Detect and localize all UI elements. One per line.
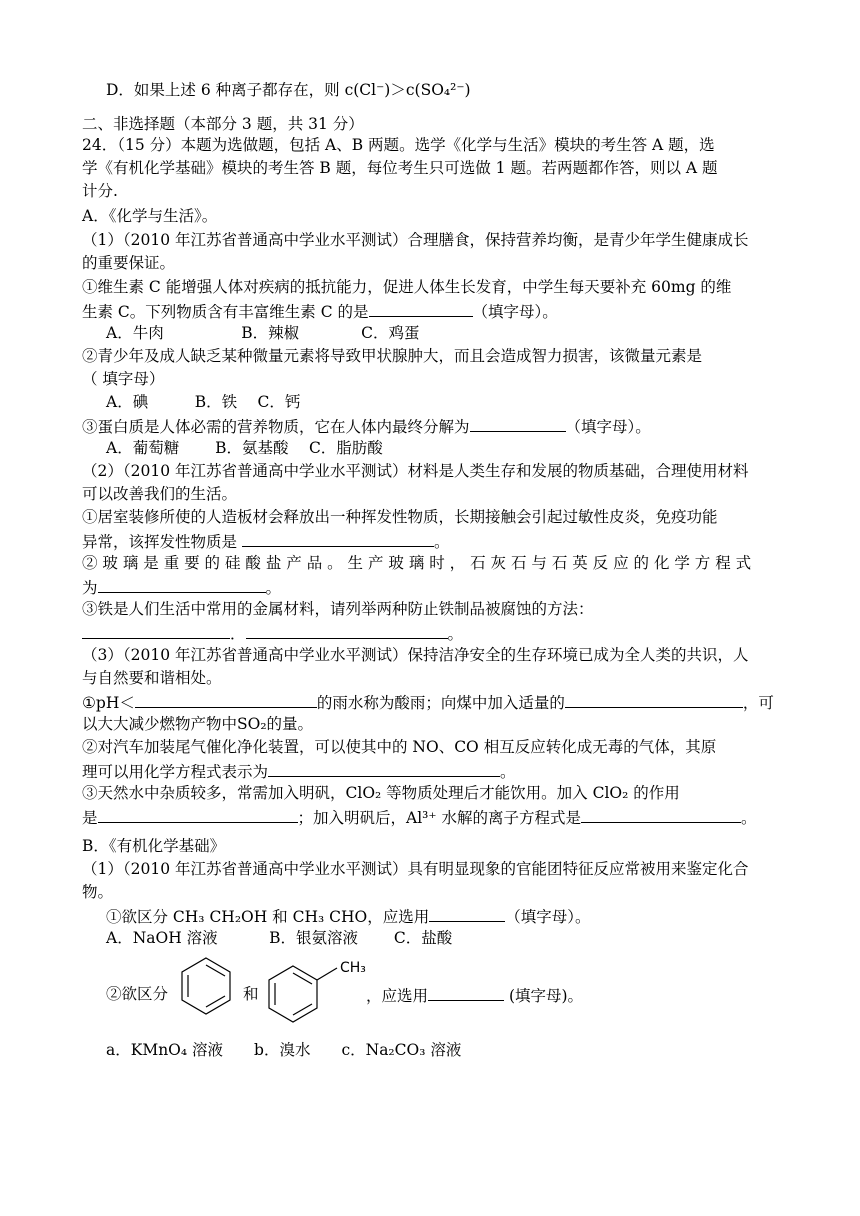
answer-blank[interactable] [98,806,298,823]
a3-1-line1: ①pH＜ 的雨水称为酸雨；向煤中加入适量的 ，可 [82,691,774,713]
a2-3-line2: ． 。 [82,622,463,644]
q24-line2: 学《有机化学基础》模块的考生答 B 题，每位考生只可选做 1 题。若两题都作答，则以 A 题 [82,159,718,177]
a3-3-line2: 是 ；加入明矾后，Al³⁺ 水解的离子方程式是 。 [82,806,757,828]
answer-blank[interactable] [565,691,743,708]
answer-blank[interactable] [470,415,566,432]
q24-line1: 24．（15 分）本题为选做题，包括 A、B 两题。选学《化学与生活》模块的考生答 A 题，选 [82,136,715,154]
a3-line1: （3）（2010 年江苏省普通高中学业水平测试）保持洁净安全的生存环境已成为全人类的共识，人 [82,646,749,664]
a1-2-options: A．碘 B．铁 C．钙 [106,393,301,411]
a1-1-line1: ①维生素 C 能增强人体对疾病的抵抗能力，促进人体生长发育，中学生每天要补充 60mg 的维 [82,278,732,296]
a1-1-line2: 生素 C。下列物质含有丰富维生素 C 的是 （填字母）。 [82,300,558,322]
option-d: D．如果上述 6 种离子都存在，则 c(Cl⁻)＞c(SO₄²⁻) [106,81,471,99]
a2-1-line2: 异常，该挥发性物质是 。 [82,530,449,552]
b1-line2: 物。 [82,883,114,901]
a2-1-line1: ①居室装修所使的人造板材会释放出一种挥发性物质，长期接触会引起过敏性皮炎，免疫功能 [82,508,718,526]
a2-3-line1: ③铁是人们生活中常用的金属材料，请列举两种防止铁制品被腐蚀的方法： [82,600,594,618]
a2-2-line1: ② 玻 璃 是 重 要 的 硅 酸 盐 产 品 。 生 产 玻 璃 时 ， 石 灰 石 与 石 英 反 应 的 化 学 方 程 式 [82,554,752,572]
b1-1-line: ①欲区分 CH₃ CH₂OH 和 CH₃ CHO，应选用 （填字母）。 [106,905,590,927]
part-b-heading: B．《有机化学基础》 [82,837,226,855]
a2-2-line2: 为 。 [82,576,281,598]
part-a-heading: A．《化学与生活》。 [82,207,218,225]
a3-1-line2: 以大大减少燃物产物中SO₂的量。 [82,715,314,733]
b1-1-options: A．NaOH 溶液 B．银氨溶液 C．盐酸 [106,929,453,947]
a1-1-options: A．牛肉 B．辣椒 C．鸡蛋 [106,324,420,342]
answer-blank[interactable] [369,300,473,317]
b1-2-options: a．KMnO₄ 溶液 b．溴水 c．Na₂CO₃ 溶液 [106,1041,462,1059]
answer-blank[interactable] [98,576,266,593]
a3-2-line2: 理可以用化学方程式表示为 。 [82,760,516,782]
answer-blank[interactable] [246,622,448,639]
a3-3-line1: ③天然水中杂质较多，常需加入明矾，ClO₂ 等物质处理后才能饮用。加入 ClO₂ 的作用 [82,784,680,802]
answer-blank[interactable] [242,530,434,547]
answer-blank[interactable] [135,691,317,708]
section-2-heading: 二、非选择题（本部分 3 题，共 31 分） [82,115,364,133]
b1-2-suffix: ，应选用 (填字母)。 [366,984,583,1006]
a1-line2: 的重要保证。 [82,254,176,272]
answer-blank[interactable] [428,984,504,1001]
ch3-label: CH₃ [340,960,366,976]
q24-line3: 计分. [82,182,118,200]
answer-blank[interactable] [581,806,741,823]
a1-line1: （1）（2010 年江苏省普通高中学业水平测试）合理膳食，保持营养均衡，是青少年学生健康成长 [82,231,749,249]
answer-blank[interactable] [429,905,505,922]
a1-2-line1: ②青少年及成人缺乏某种微量元素将导致甲状腺肿大，而且会造成智力损害，该微量元素是 [82,347,703,365]
answer-blank[interactable] [82,622,230,639]
a1-2-line2: （ 填字母） [82,370,165,388]
b1-line1: （1）（2010 年江苏省普通高中学业水平测试）具有明显现象的官能团特征反应常被用来鉴定化合 [82,860,749,878]
answer-blank[interactable] [268,760,500,777]
a3-line2: 与自然要和谐相处。 [82,669,222,687]
a2-line1: （2）（2010 年江苏省普通高中学业水平测试）材料是人类生存和发展的物质基础，合理使用材料 [82,462,749,480]
b1-2-prefix: ②欲区分 [106,985,169,1003]
a3-2-line1: ②对汽车加装尾气催化净化装置，可以使其中的 NO、CO 相互反应转化成无毒的气体，其原 [82,738,717,756]
a1-3-options: A．葡萄糖 B．氨基酸 C．脂肪酸 [106,439,383,457]
a2-line2: 可以改善我们的生活。 [82,485,238,503]
b1-2-and: 和 [243,985,259,1003]
a1-3-line: ③蛋白质是人体必需的营养物质，它在人体内最终分解为 （填字母）。 [82,415,651,437]
